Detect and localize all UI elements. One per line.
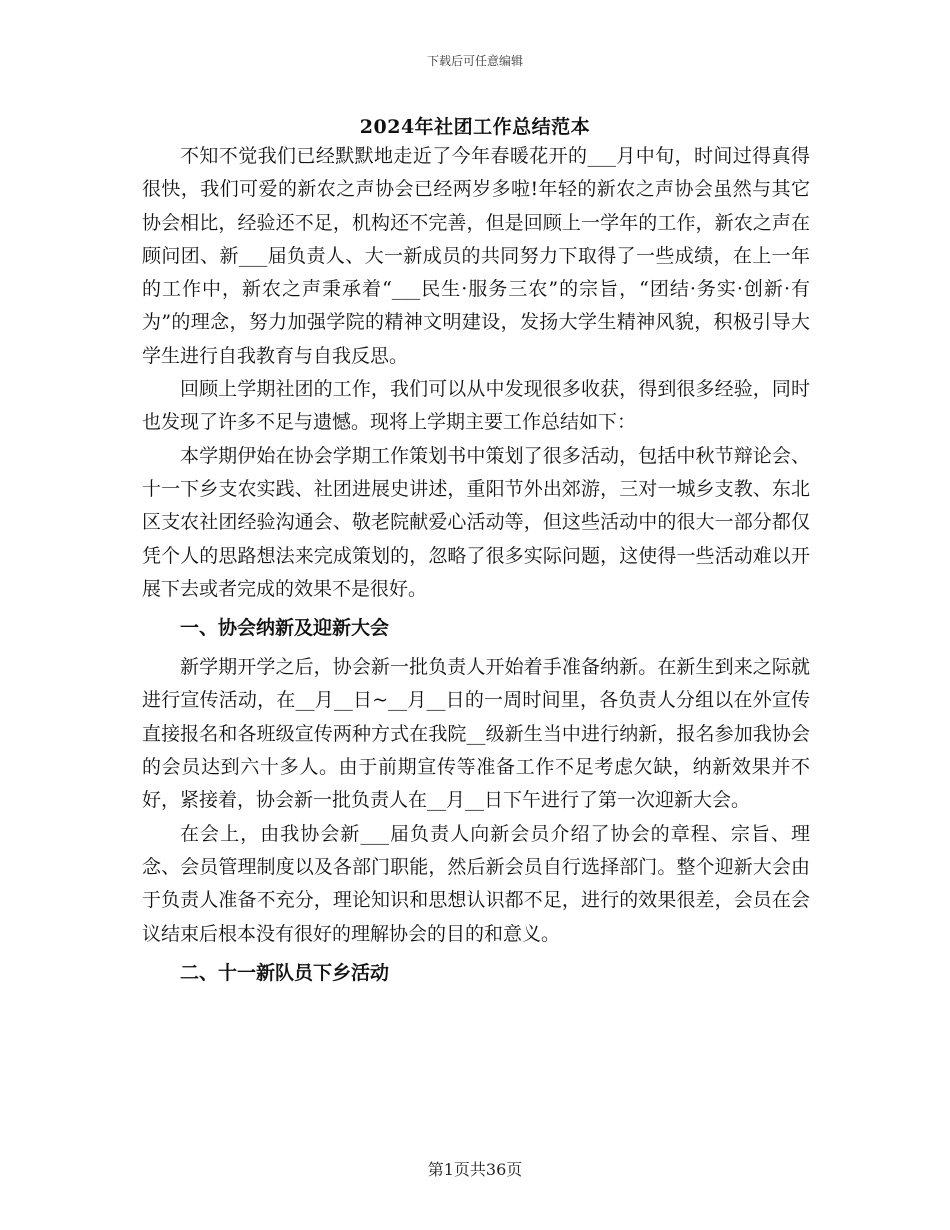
- page-number: 第1页共36页: [427, 1160, 523, 1179]
- paragraph: 不知不觉我们已经默默地走近了今年春暖花开的___月中旬，时间过得真得很快，我们可爱的新农之声协会已经两岁多啦!年轻的新农之声协会虽然与其它协会相比，经验还不足，机构还不完善，但是回顾上一学年的工作，新农之声在顾问团、新___届负责人、大一新成员的共同努力下取得了一些成绩，在上一年的工作中，新农之声秉承着“___民生·服务三农”的宗旨，“团结·务实·创新·有为”的理念，努力加强学院的精神文明建设，发扬大学生精神风貌，积极引导大学生进行自我教育与自我反思。: [142, 145, 810, 367]
- section-heading: 二、十一新队员下乡活动: [180, 961, 390, 984]
- document-title: 2024年社团工作总结范本: [359, 116, 591, 138]
- paragraph: 本学期伊始在协会学期工作策划书中策划了很多活动，包括中秋节辩论会、十一下乡支农实践、社团进展史讲述，重阳节外出郊游，三对一城乡支教、东北区支农社团经验沟通会、敬老院献爱心活动等，但这些活动中的很大一部分都仅凭个人的思路想法来完成策划的，忽略了很多实际问题，这使得一些活动难以开展下去或者完成的效果不是很好。: [142, 444, 810, 600]
- paragraph: 新学期开学之后，协会新一批负责人开始着手准备纳新。在新生到来之际就进行宣传活动，在__月__日~__月__日的一周时间里，各负责人分组以在外宣传直接报名和各班级宣传两种方式在我院__级新生当中进行纳新，报名参加我协会的会员达到六十多人。由于前期宣传等准备工作不足考虑欠缺，纳新效果并不好，紧接着，协会新一批负责人在__月__日下午进行了第一次迎新大会。: [142, 656, 810, 812]
- section-heading: 一、协会纳新及迎新大会: [180, 617, 390, 640]
- paragraph: 回顾上学期社团的工作，我们可以从中发现很多收获，得到很多经验，同时也发现了许多不足与遗憾。现将上学期主要工作总结如下：: [142, 378, 810, 434]
- paragraph: 在会上，由我协会新___届负责人向新会员介绍了协会的章程、宗旨、理念、会员管理制度以及各部门职能，然后新会员自行选择部门。整个迎新大会由于负责人准备不充分，理论知识和思想认识都不足，进行的效果很差，会员在会议结束后根本没有很好的理解协会的目的和意义。: [142, 822, 810, 945]
- document-body: [142, 140, 810, 996]
- header-note: 下载后可任意编辑: [426, 54, 523, 68]
